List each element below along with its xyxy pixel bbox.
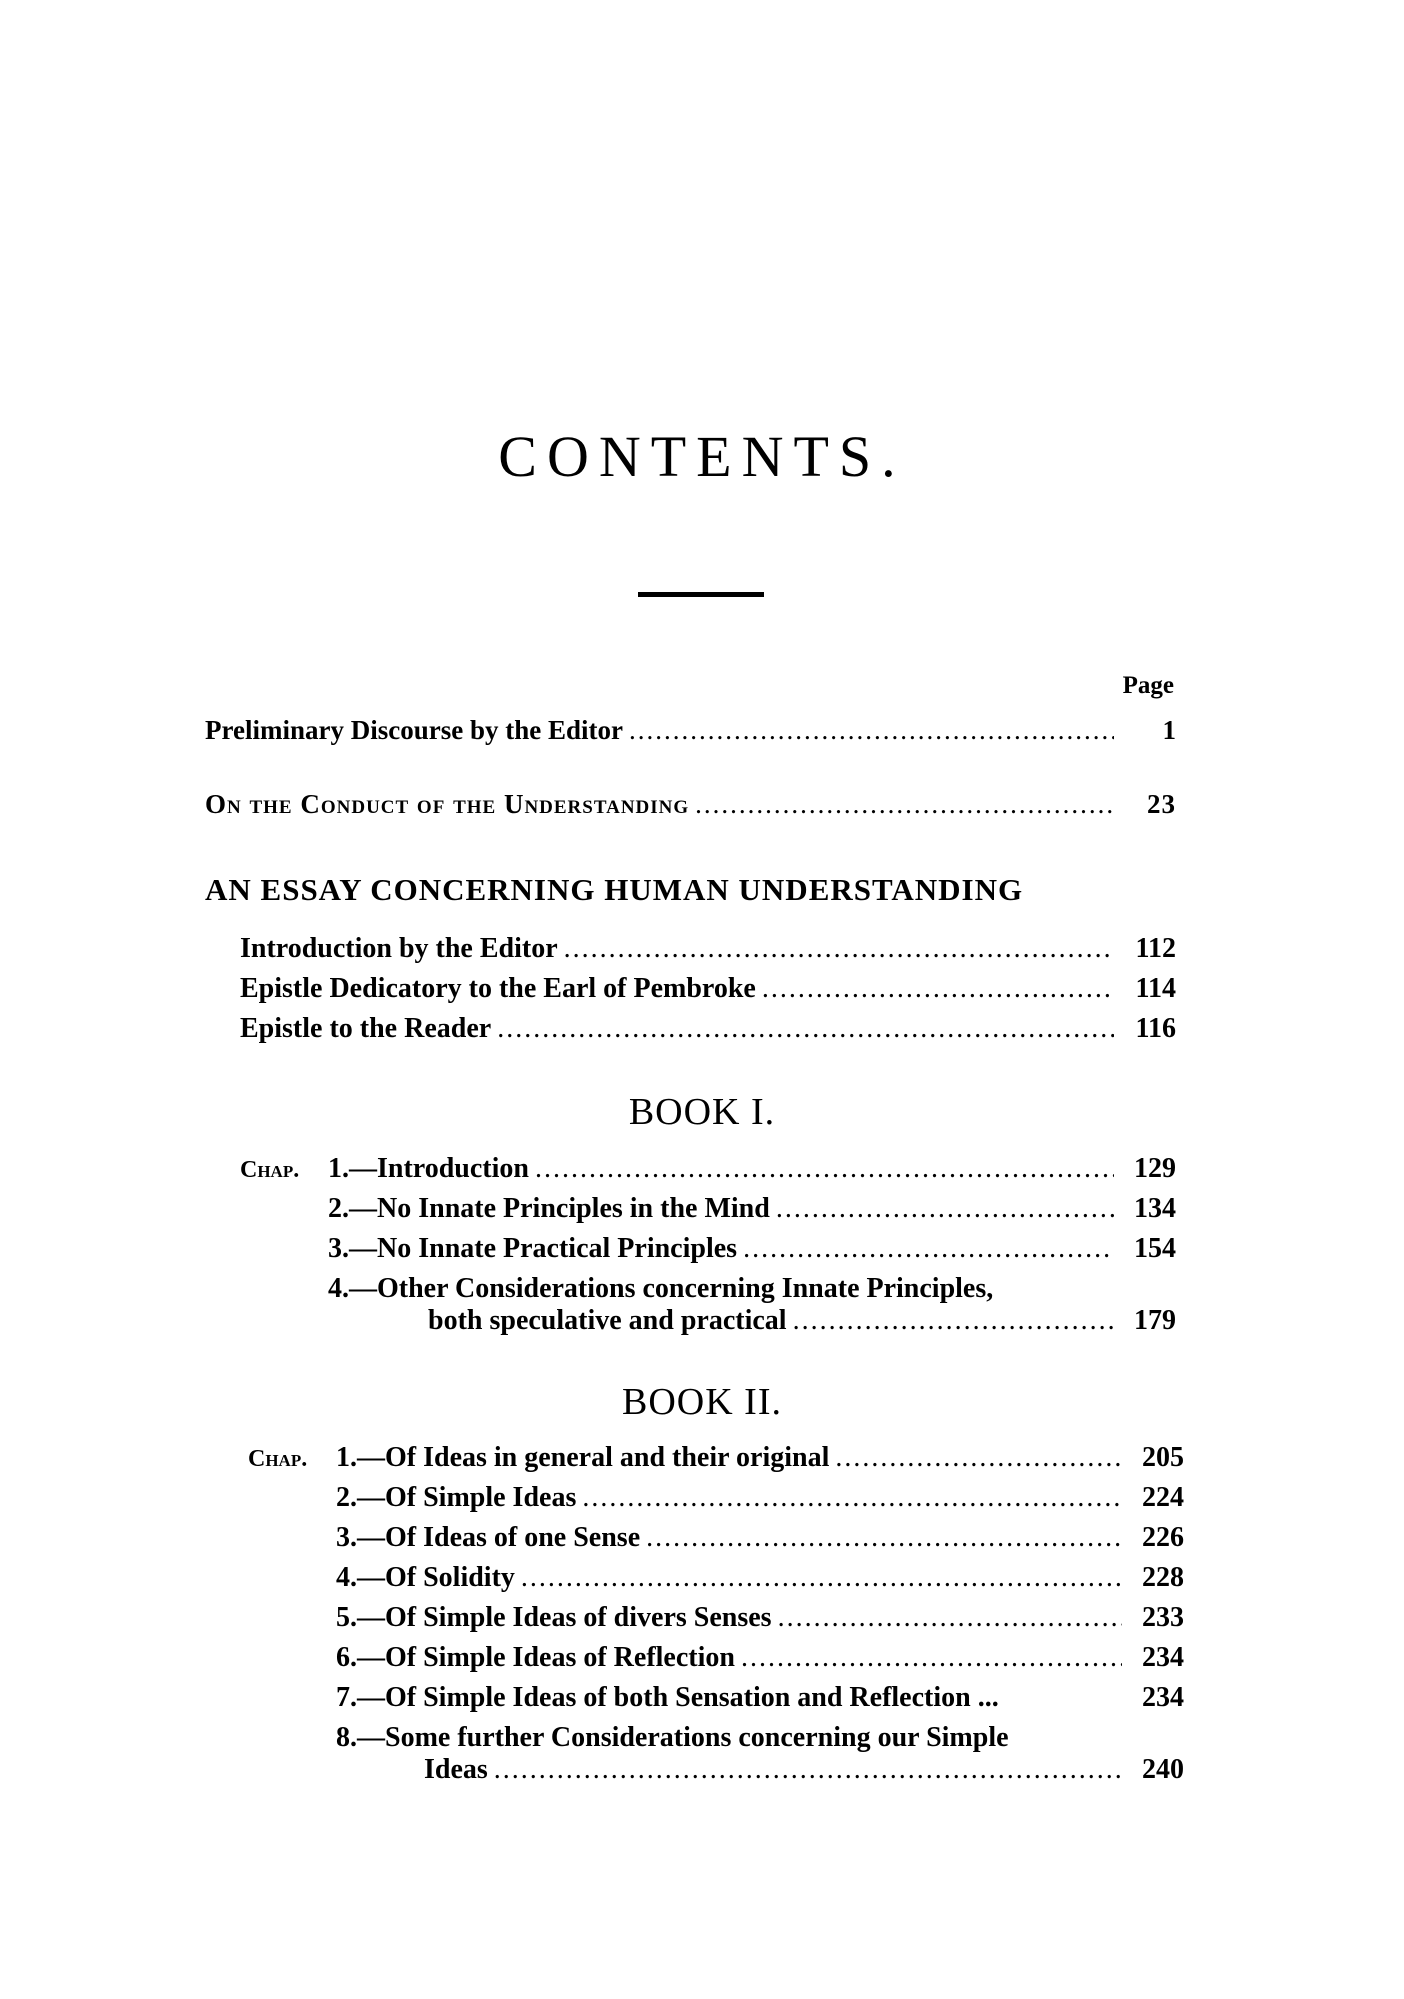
toc-entry[interactable] [336,1480,1184,1516]
toc-entry-title-continued: Ideas [424,1754,488,1785]
toc-entry-title: 2.—Of Simple Ideas [336,1482,577,1513]
toc-entry[interactable] [336,1440,1184,1476]
toc-entry[interactable] [336,1520,1184,1556]
toc-entry-page: 114 [1135,973,1176,1004]
leader-dots [582,1480,1122,1516]
book-heading: BOOK II. [622,1381,782,1423]
leader-dots [535,1151,1114,1187]
toc-entry[interactable] [336,1640,1184,1676]
leader-dots [743,1231,1114,1267]
toc-entry[interactable] [428,1303,1176,1339]
toc-entry-title: Preliminary Discourse by the Editor [205,715,623,745]
toc-entry[interactable] [336,1600,1184,1636]
toc-entry-page: 226 [1142,1522,1184,1553]
toc-entry-title: 6.—Of Simple Ideas of Reflection [336,1642,735,1673]
leader-dots [564,931,1114,967]
book-heading: BOOK I. [628,1091,776,1133]
page-title: CONTENTS. [498,424,906,489]
leader-dots [741,1640,1122,1676]
leader-dots [776,1191,1114,1227]
toc-entry-page: 234 [1142,1682,1184,1713]
toc-entry-page: 234 [1142,1642,1184,1673]
toc-entry-title: On the Conduct of the Understanding [205,789,690,819]
toc-entry[interactable] [240,971,1176,1007]
toc-entry[interactable] [240,931,1176,967]
toc-entry-title: 4.—Of Solidity [336,1562,515,1593]
toc-entry-title: Epistle Dedicatory to the Earl of Pembroke [240,973,756,1004]
essay-heading: AN ESSAY CONCERNING HUMAN UNDERSTANDING [205,872,1024,907]
title-rule-divider [638,592,764,597]
leader-dots [521,1560,1122,1596]
toc-entry-page: 233 [1142,1602,1184,1633]
toc-entry-page: 228 [1142,1562,1184,1593]
toc-entry-title: 3.—Of Ideas of one Sense [336,1522,641,1553]
toc-entry[interactable] [336,1560,1184,1596]
toc-entry-title: 7.—Of Simple Ideas of both Sensation and Reflection ... [336,1682,999,1713]
leader-dots [762,971,1114,1007]
toc-entry[interactable] [328,1231,1176,1267]
toc-entry[interactable] [328,1151,1176,1187]
leader-dots [497,1011,1114,1047]
toc-entry[interactable] [205,712,1176,748]
toc-entry-title-continued: both speculative and practical [428,1305,787,1336]
toc-entry-title: Epistle to the Reader [240,1013,492,1044]
toc-entry-title: 3.—No Innate Practical Principles [328,1233,738,1264]
toc-entry-page: 154 [1134,1233,1176,1264]
toc-entry-page: 205 [1142,1442,1184,1473]
toc-entry-title: 1.—Introduction [328,1153,529,1184]
toc-entry[interactable] [336,1680,1184,1716]
toc-entry-page: 129 [1134,1153,1176,1184]
toc-entry-title: 5.—Of Simple Ideas of divers Senses [336,1602,772,1633]
toc-entry[interactable] [328,1191,1176,1227]
toc-entry-page: 134 [1134,1193,1176,1224]
leader-dots [778,1600,1122,1636]
toc-entry-page: 224 [1142,1482,1184,1513]
toc-entry-page: 179 [1134,1305,1176,1336]
leader-dots [629,712,1114,748]
toc-entry-title: Introduction by the Editor [240,933,558,964]
toc-entry-page: 1 [1162,715,1176,745]
toc-entry-title: 2.—No Innate Principles in the Mind [328,1193,770,1224]
leader-dots [646,1520,1122,1556]
toc-entry-title[interactable]: 4.—Other Considerations concerning Innate Principles, [328,1273,994,1304]
toc-entry-page: 116 [1135,1013,1176,1044]
toc-entry-title: 1.—Of Ideas in general and their original [336,1442,830,1473]
chapter-label: Chap. [240,1157,300,1183]
toc-entry[interactable] [424,1752,1184,1788]
page-column-heading: Page [1122,672,1174,699]
toc-entry-page: 240 [1142,1754,1184,1785]
toc-entry-page: 23 [1147,789,1176,819]
toc-entry-title[interactable]: 8.—Some further Considerations concerning our Simple [336,1722,1009,1753]
leader-dots [793,1303,1114,1339]
chapter-label: Chap. [248,1446,308,1472]
leader-dots [835,1440,1122,1476]
leader-dots [494,1752,1122,1788]
toc-entry-page: 112 [1135,933,1176,964]
toc-entry[interactable] [205,786,1176,822]
toc-entry[interactable] [240,1011,1176,1047]
leader-dots [695,786,1114,822]
